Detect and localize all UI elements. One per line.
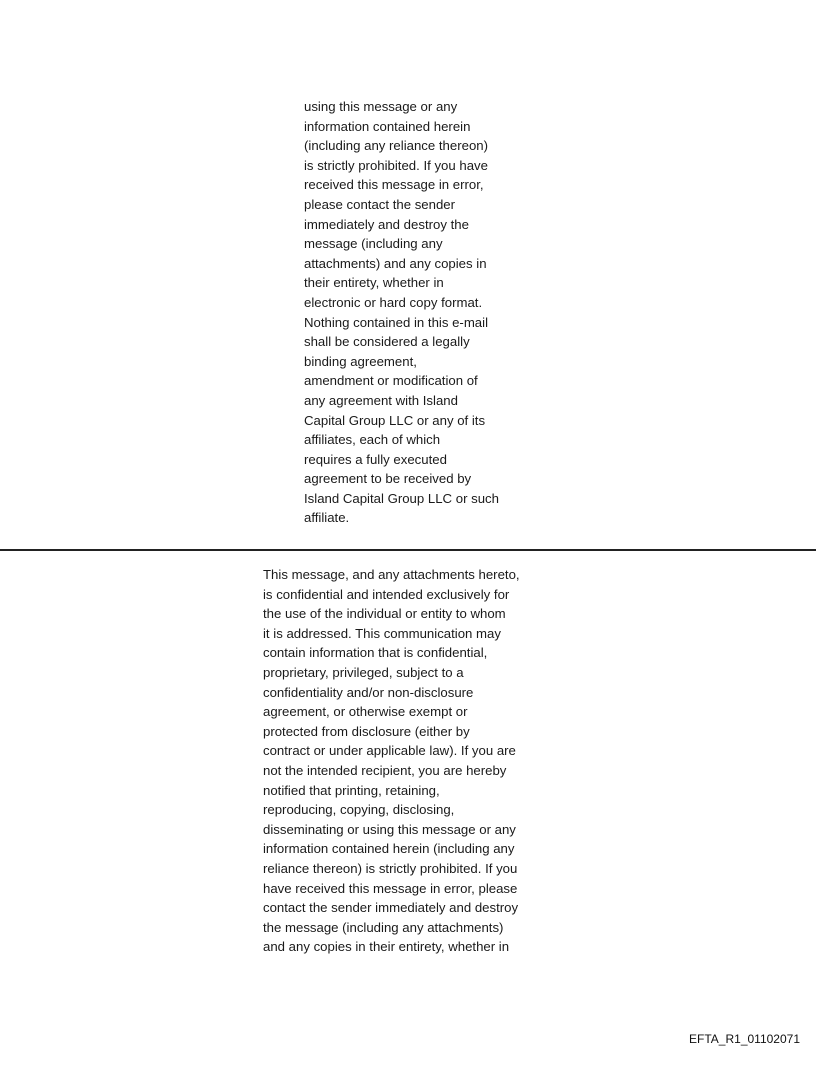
disclaimer-line: agreement to be received by xyxy=(304,471,472,487)
document-id: EFTA_R1_01102071 xyxy=(689,1032,800,1046)
disclaimer-line: reproducing, copying, disclosing, xyxy=(263,802,455,818)
disclaimer-line: confidentiality and/or non-disclosure xyxy=(263,684,474,700)
disclaimer-line: proprietary, privileged, subject to a xyxy=(263,664,464,680)
disclaimer-line: information contained herein (including any xyxy=(263,841,515,857)
disclaimer-line: (including any reliance thereon) xyxy=(304,138,489,154)
disclaimer-bottom xyxy=(263,565,520,957)
disclaimer-top xyxy=(304,97,499,528)
disclaimer-line: affiliates, each of which xyxy=(304,432,441,448)
disclaimer-line: immediately and destroy the xyxy=(304,216,469,232)
disclaimer-line: electronic or hard copy format. xyxy=(304,294,483,310)
disclaimer-line: agreement, or otherwise exempt or xyxy=(263,704,468,720)
disclaimer-line: is strictly prohibited. If you have xyxy=(304,157,488,173)
disclaimer-line: This message, and any attachments hereto, xyxy=(263,567,520,582)
disclaimer-line: reliance thereon) is strictly prohibited. If you xyxy=(263,860,518,876)
disclaimer-line: received this message in error, xyxy=(304,177,484,193)
disclaimer-line: Nothing contained in this e-mail xyxy=(304,314,488,330)
disclaimer-line: the use of the individual or entity to whom xyxy=(263,606,506,622)
disclaimer-line: is confidential and intended exclusively for xyxy=(263,586,510,602)
disclaimer-line: affiliate. xyxy=(304,510,350,526)
disclaimer-line: and any copies in their entirety, whether in xyxy=(263,939,510,955)
disclaimer-line: message (including any xyxy=(304,236,443,252)
disclaimer-line: attachments) and any copies in xyxy=(304,255,487,271)
disclaimer-line: have received this message in error, please xyxy=(263,880,518,896)
disclaimer-line: contact the sender immediately and destroy xyxy=(263,900,519,916)
section-divider xyxy=(0,549,816,551)
disclaimer-line: the message (including any attachments) xyxy=(263,919,504,935)
disclaimer-line: information contained herein xyxy=(304,118,471,134)
disclaimer-line: their entirety, whether in xyxy=(304,275,444,291)
disclaimer-line: notified that printing, retaining, xyxy=(263,782,440,798)
disclaimer-line: protected from disclosure (either by xyxy=(263,723,470,739)
disclaimer-line: shall be considered a legally xyxy=(304,334,470,350)
disclaimer-line: not the intended recipient, you are hereby xyxy=(263,762,507,778)
disclaimer-line: requires a fully executed xyxy=(304,451,447,467)
disclaimer-line: any agreement with Island xyxy=(304,392,458,408)
disclaimer-line: binding agreement, xyxy=(304,353,417,369)
disclaimer-line: Capital Group LLC or any of its xyxy=(304,412,486,428)
disclaimer-line: please contact the sender xyxy=(304,196,456,212)
disclaimer-line: Island Capital Group LLC or such xyxy=(304,490,499,506)
disclaimer-line: it is addressed. This communication may xyxy=(263,625,501,641)
disclaimer-line: disseminating or using this message or any xyxy=(263,821,516,837)
disclaimer-line: contain information that is confidential, xyxy=(263,645,488,661)
disclaimer-line: amendment or modification of xyxy=(304,373,478,389)
disclaimer-line: contract or under applicable law). If you are xyxy=(263,743,516,759)
disclaimer-line: using this message or any xyxy=(304,99,458,114)
